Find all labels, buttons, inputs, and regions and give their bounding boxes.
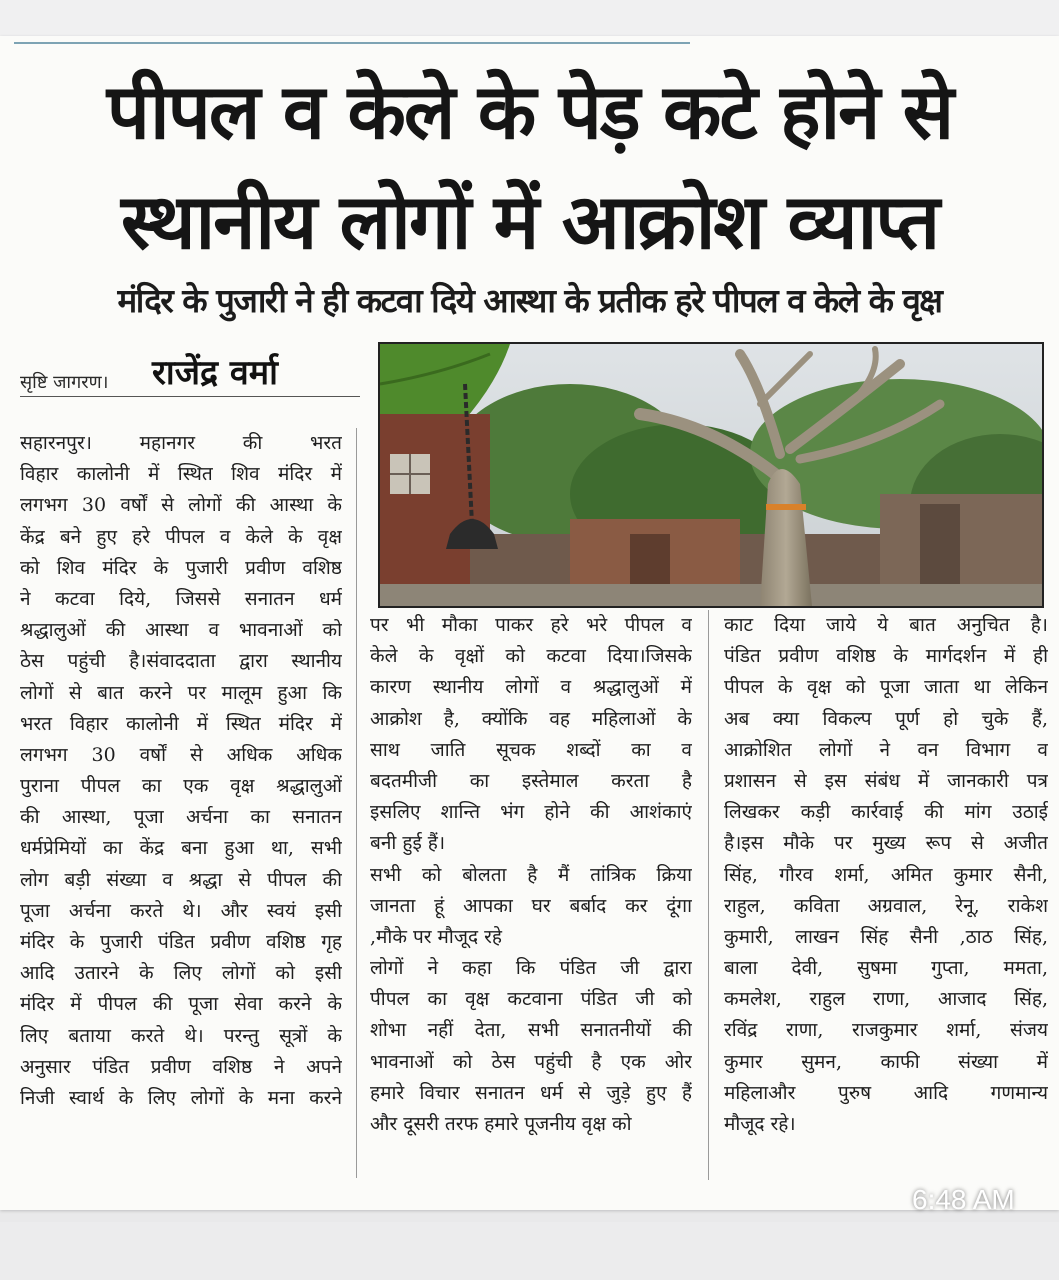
article-line: सभी को बोलता है मैं तांत्रिक क्रिया	[370, 863, 692, 886]
article-column-2	[370, 610, 692, 1140]
column-divider-1	[356, 428, 357, 1178]
article-line: कारण स्थानीय लोगों व श्रद्धालुओं में	[370, 676, 692, 699]
headline-line-1: पीपल व केले के पेड़ कटे होने से	[106, 67, 953, 156]
article-line: आदि उतारने के लिए लोगों को इसी	[20, 962, 342, 985]
article-line: केंद्र बने हुए हरे पीपल व केले के वृक्ष	[20, 525, 342, 548]
article-line: अब क्या विकल्प पूर्ण हो चुके हैं,	[724, 707, 1048, 730]
article-line: सहारनपुर। महानगर की भरत	[20, 432, 342, 454]
article-line: कमलेश, राहुल राणा, आजाद सिंह,	[724, 988, 1048, 1011]
article-line: और दूसरी तरफ हमारे पूजनीय वृक्ष को	[370, 1113, 632, 1135]
article-column-3	[724, 610, 1048, 1140]
article-line: प्रशासन से इस संबंध में जानकारी पत्र	[724, 769, 1048, 792]
article-line: कुमार सुमन, काफी संख्या में	[724, 1050, 1048, 1073]
article-line: सिंह, गौरव शर्मा, अमित कुमार सैनी,	[724, 863, 1048, 886]
article-line: पर भी मौका पाकर हरे भरे पीपल व	[370, 614, 692, 636]
article-line: लगभग 30 वर्षों से लोगों की आस्था के	[20, 494, 342, 517]
article-line: साथ जाति सूचक शब्दों का व	[370, 738, 692, 761]
byline-source: सृष्टि जागरण।	[20, 372, 109, 393]
article-line: लोगों से बात करने पर मालूम हुआ कि	[20, 681, 342, 704]
article-line: हमारे विचार सनातन धर्म से जुड़े हुए हैं	[370, 1081, 692, 1104]
article-line: मौजूद रहे।	[724, 1113, 796, 1135]
article-line: लिए बताया करते थे। परन्तु सूत्रों के	[20, 1024, 342, 1047]
subheadline: मंदिर के पुजारी ने ही कटवा दिये आस्था के प्रतीक हरे पीपल व केले के वृक्ष	[117, 281, 942, 320]
article-line: निजी स्वार्थ के लिए लोगों के मना करने	[20, 1086, 342, 1109]
screen-top-strip	[0, 0, 1059, 36]
article-line: पंडित प्रवीण वशिष्ठ के मार्गदर्शन में ही	[724, 645, 1048, 668]
article-line: कुमारी, लाखन सिंह सैनी ,ठाठ सिंह,	[724, 925, 1048, 948]
byline-author: राजेंद्र वर्मा	[152, 353, 278, 393]
article-line: है।इस मौके पर मुख्य रूप से अजीत	[724, 832, 1048, 855]
article-line: पीपल के वृक्ष को पूजा जाता था लेकिन	[724, 676, 1048, 699]
article-line: ,मौके पर मौजूद रहे	[370, 925, 502, 948]
article-line: मंदिर के पुजारी पंडित प्रवीण वशिष्ठ गृह	[20, 931, 342, 953]
article-line: महिलाऔर पुरुष आदि गणमान्य	[724, 1081, 1048, 1104]
tree-photo-illustration	[380, 344, 1042, 606]
article-line: शोभा नहीं देता, सभी सनातनीयों की	[370, 1019, 692, 1042]
article-line: पुराना पीपल का एक वृक्ष श्रद्धालुओं	[20, 775, 342, 798]
article-line: जानता हूं आपका घर बर्बाद कर दूंगा	[370, 894, 692, 917]
article-line: धर्मप्रेमियों का केंद्र बना हुआ था, सभी	[20, 837, 342, 860]
article-line: काट दिया जाये ये बात अनुचित है।	[724, 614, 1048, 636]
article-line: भावनाओं को ठेस पहुंची है एक ओर	[370, 1050, 692, 1073]
article-line: विहार कालोनी में स्थित शिव मंदिर में	[20, 463, 342, 486]
article-line: को शिव मंदिर के पुजारी प्रवीण वशिष्ठ	[20, 556, 342, 579]
article-line: पूजा अर्चना करते थे। और स्वयं इसी	[20, 899, 342, 922]
article-line: ने कटवा दिये, जिससे सनातन धर्म	[20, 587, 342, 610]
article-line: केले के वृक्षों को कटवा दिया।जिसके	[370, 645, 692, 668]
column-divider-2	[708, 610, 709, 1180]
screen-bottom-strip	[0, 1222, 1059, 1280]
status-time: 6:48 AM	[912, 1184, 1015, 1215]
article-line: आक्रोश है, क्योंकि वह महिलाओं के	[370, 707, 692, 730]
article-line: की आस्था, पूजा अर्चना का सनातन	[20, 806, 342, 829]
article-line: ठेस पहुंची है।संवाददाता द्वारा स्थानीय	[20, 650, 342, 673]
article-column-1	[20, 428, 342, 1114]
article-line: इसलिए शान्ति भंग होने की आशंकाएं	[370, 801, 692, 824]
article-line: रविंद्र राणा, राजकुमार शर्मा, संजय	[724, 1019, 1048, 1042]
article-line: बनी हुई हैं।	[370, 832, 446, 855]
news-photo	[378, 342, 1044, 608]
article-line: आक्रोशित लोगों ने वन विभाग व	[724, 738, 1048, 761]
article-line: भरत विहार कालोनी में स्थित मंदिर में	[20, 712, 342, 735]
article-line: मंदिर में पीपल की पूजा सेवा करने के	[20, 993, 342, 1016]
article-line: राहुल, कविता अग्रवाल, रेनू, राकेश	[724, 894, 1048, 917]
article-line: लगभग 30 वर्षों से अधिक अधिक	[20, 743, 342, 766]
article-line: बदतमीजी का इस्तेमाल करता है	[370, 769, 692, 792]
article-line: बाला देवी, सुषमा गुप्ता, ममता,	[724, 957, 1048, 980]
newspaper-clipping	[0, 36, 1059, 1215]
article-line: श्रद्धालुओं की आस्था व भावनाओं को	[20, 619, 342, 642]
headline-line-2: स्थानीय लोगों में आक्रोश व्याप्त	[120, 177, 939, 266]
clipping-top-rule	[14, 42, 690, 44]
article-line: लिखकर कड़ी कार्रवाई की मांग उठाई	[724, 801, 1048, 824]
article-line: लोगों ने कहा कि पंडित जी द्वारा	[370, 957, 692, 980]
article-line: पीपल का वृक्ष कटवाना पंडित जी को	[370, 988, 692, 1011]
article-line: अनुसार पंडित प्रवीण वशिष्ठ ने अपने	[20, 1055, 342, 1078]
article-line: लोग बड़ी संख्या व श्रद्धा से पीपल की	[20, 868, 342, 891]
byline-rule	[20, 396, 360, 397]
